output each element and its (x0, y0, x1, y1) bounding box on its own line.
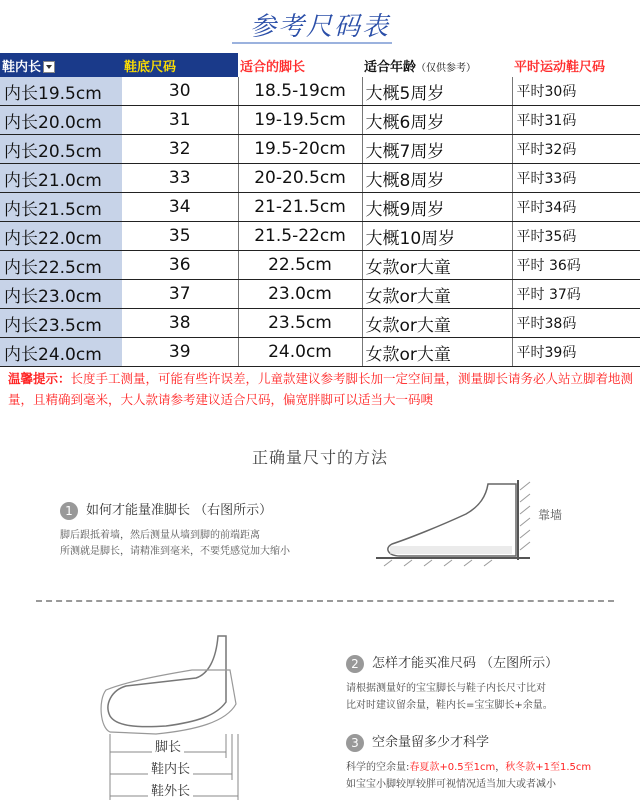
cell-inner-length: 内长23.0cm (0, 280, 122, 309)
step1-title: 如何才能量准脚长 （右图所示） (86, 503, 273, 518)
cell-sole-size: 39 (122, 338, 238, 367)
step2-desc-line1: 请根据测量好的宝宝脚长与鞋子内长尺寸比对 (346, 683, 546, 694)
cell-age: 女款or大童 (362, 338, 512, 367)
table-row (0, 338, 640, 367)
cell-sole-size: 32 (122, 135, 238, 164)
tip-text: 长度手工测量，可能有些许误差，儿童款建议参考脚长加一定空间量，测量脚长请务必人站立脚着地测量，且精确到毫米，大人款请参考建议适合尺码，偏宽胖脚可以适当大一码噢 (8, 371, 634, 407)
cell-foot-length: 23.0cm (238, 280, 362, 309)
step3-desc-line2: 如宝宝小脚较厚较胖可视情况适当加大或者减小 (346, 779, 556, 790)
step3-title: 空余量留多少才科学 (372, 735, 490, 750)
chart-title-block (0, 6, 640, 46)
cell-inner-length: 内长21.5cm (0, 193, 122, 222)
cell-sole-size: 34 (122, 193, 238, 222)
cell-inner-length: 内长20.5cm (0, 135, 122, 164)
header-daily-size: 平时运动鞋尺码 (512, 53, 640, 77)
inner-length-label: 鞋内长 (148, 758, 193, 777)
header-age (362, 53, 512, 77)
cell-daily-size: 平时31码 (512, 106, 640, 135)
step3-heading (346, 731, 489, 752)
outer-length-label: 鞋外长 (148, 780, 193, 799)
title-underline (232, 42, 392, 44)
cell-daily-size: 平时33码 (512, 164, 640, 193)
table-row (0, 222, 640, 251)
cell-age: 大概5周岁 (362, 77, 512, 106)
cell-foot-length: 21-21.5cm (238, 193, 362, 222)
cell-foot-length: 23.5cm (238, 309, 362, 338)
table-body (0, 77, 640, 367)
cell-foot-length: 21.5-22cm (238, 222, 362, 251)
cell-sole-size: 31 (122, 106, 238, 135)
step3-separator: ， (495, 762, 506, 773)
wall-label: 靠墙 (538, 508, 563, 522)
cell-daily-size: 平时39码 (512, 338, 640, 367)
filter-dropdown-icon[interactable] (43, 61, 55, 73)
cell-age: 女款or大童 (362, 280, 512, 309)
step1-desc-line2: 所测就是脚长，请精准到毫米，不要凭感觉加大缩小 (60, 546, 290, 557)
step1-heading (60, 499, 272, 520)
cell-daily-size: 平时30码 (512, 77, 640, 106)
step3-description (346, 759, 640, 793)
section-divider (36, 600, 614, 602)
cell-inner-length: 内长22.0cm (0, 222, 122, 251)
section-title: 正确量尺寸的方法 (251, 448, 388, 467)
table-row (0, 193, 640, 222)
cell-age: 大概6周岁 (362, 106, 512, 135)
cell-foot-length: 19.5-20cm (238, 135, 362, 164)
cell-inner-length: 内长20.0cm (0, 106, 122, 135)
cell-age: 女款or大童 (362, 251, 512, 280)
step3-winter: 秋冬款+1至1.5cm (505, 762, 592, 773)
header-age-note: （仅供参考） (416, 62, 477, 74)
cell-inner-length: 内长24.0cm (0, 338, 122, 367)
cell-age: 大概9周岁 (362, 193, 512, 222)
step3-number: 3 (346, 734, 364, 752)
step2-title: 怎样才能买准尺码 （左图所示） (372, 656, 559, 671)
step2-heading (346, 652, 558, 673)
cell-age: 大概8周岁 (362, 164, 512, 193)
cell-age: 大概7周岁 (362, 135, 512, 164)
cell-sole-size: 38 (122, 309, 238, 338)
page-title: 参考尺码表 (249, 12, 390, 42)
cell-inner-length: 内长23.5cm (0, 309, 122, 338)
cell-foot-length: 22.5cm (238, 251, 362, 280)
step1-desc-line1: 脚后跟抵着墙，然后测量从墙到脚的前端距离 (60, 530, 260, 541)
cell-age: 女款or大童 (362, 309, 512, 338)
cell-sole-size: 37 (122, 280, 238, 309)
table-row (0, 251, 640, 280)
cell-age: 大概10周岁 (362, 222, 512, 251)
header-age-label: 适合年龄 (364, 59, 417, 75)
table-row (0, 309, 640, 338)
size-table (0, 53, 640, 367)
step3-desc-line1 (346, 759, 640, 776)
table-row (0, 77, 640, 106)
header-foot-length: 适合的脚长 (238, 53, 362, 77)
cell-daily-size: 平时38码 (512, 309, 640, 338)
step3-spring: 春夏款+0.5至1cm (409, 762, 496, 773)
cell-foot-length: 18.5-19cm (238, 77, 362, 106)
cell-sole-size: 36 (122, 251, 238, 280)
cell-daily-size: 平时 37码 (512, 280, 640, 309)
cell-sole-size: 35 (122, 222, 238, 251)
cell-sole-size: 30 (122, 77, 238, 106)
cell-daily-size: 平时35码 (512, 222, 640, 251)
cell-inner-length: 内长22.5cm (0, 251, 122, 280)
header-inner-length[interactable] (0, 53, 122, 77)
step1-description (60, 528, 340, 560)
cell-foot-length: 20-20.5cm (238, 164, 362, 193)
step1-number: 1 (60, 502, 78, 520)
cell-daily-size: 平时34码 (512, 193, 640, 222)
tip-label: 温馨提示： (8, 371, 71, 386)
cell-inner-length: 内长21.0cm (0, 164, 122, 193)
step2-number: 2 (346, 655, 364, 673)
table-row (0, 280, 640, 309)
table-row (0, 135, 640, 164)
table-row (0, 164, 640, 193)
cell-daily-size: 平时32码 (512, 135, 640, 164)
table-header-row (0, 53, 640, 77)
cell-daily-size: 平时 36码 (512, 251, 640, 280)
step2-desc-line2: 比对时建议留余量，鞋内长=宝宝脚长+余量。 (346, 700, 553, 711)
cell-foot-length: 19-19.5cm (238, 106, 362, 135)
step3-prefix: 科学的空余量: (346, 762, 410, 773)
step2-description (346, 680, 636, 714)
tip-block (8, 368, 636, 410)
cell-foot-length: 24.0cm (238, 338, 362, 367)
foot-against-wall-illustration (370, 470, 540, 570)
cell-sole-size: 33 (122, 164, 238, 193)
header-sole-size: 鞋底尺码 (122, 53, 238, 77)
table-row (0, 106, 640, 135)
cell-inner-length: 内长19.5cm (0, 77, 122, 106)
foot-length-label: 脚长 (152, 736, 184, 755)
header-inner-label: 鞋内长 (2, 59, 42, 75)
